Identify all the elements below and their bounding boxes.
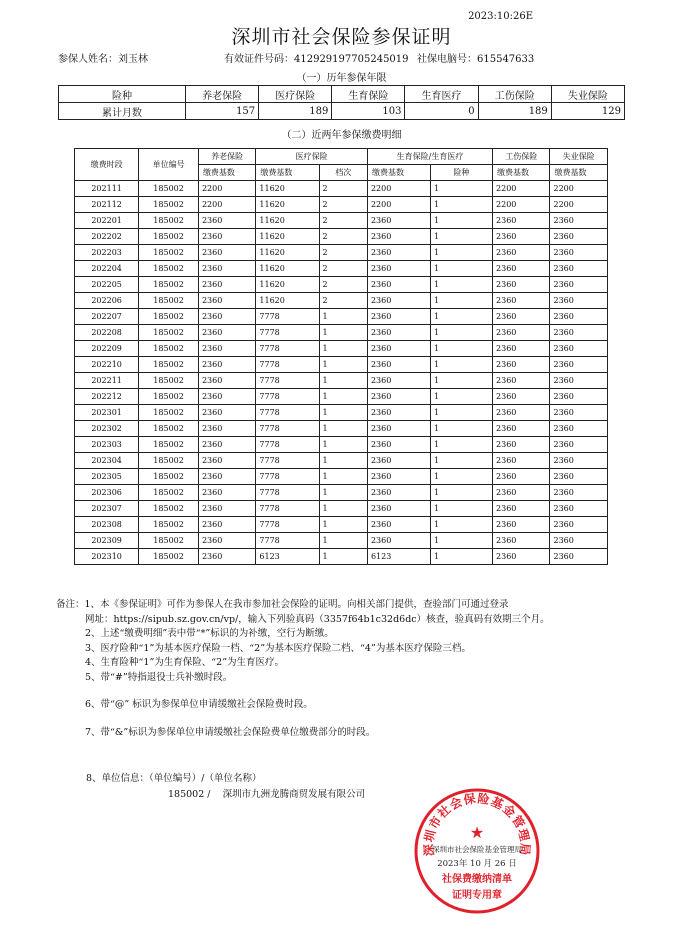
table-cell: 2360 xyxy=(367,325,430,341)
table-cell: 1 xyxy=(319,469,367,485)
summary-header-cell: 生育医疗 xyxy=(405,86,478,103)
table-cell: 6123 xyxy=(367,549,430,565)
table-cell: 1 xyxy=(431,341,493,357)
table-cell: 2360 xyxy=(198,405,255,421)
detail-subheader-base: 缴费基数 xyxy=(367,165,430,181)
table-cell: 7778 xyxy=(256,501,319,517)
table-cell: 202207 xyxy=(75,309,139,325)
table-cell: 2360 xyxy=(550,341,608,357)
unit-info-value: 185002 / 深圳市九洲龙腾商贸发展有限公司 xyxy=(168,789,366,800)
table-cell: 1 xyxy=(431,357,493,373)
table-cell: 2360 xyxy=(367,517,430,533)
table-cell: 2200 xyxy=(550,181,608,197)
table-cell: 1 xyxy=(431,197,493,213)
table-cell: 1 xyxy=(431,261,493,277)
table-cell: 2360 xyxy=(198,245,255,261)
note-1: 备注：1、本《参保证明》可作为参保人在我市参加社会保险的证明。向相关部门提供，查验部门可通过登录 xyxy=(56,599,509,610)
table-cell: 11620 xyxy=(256,245,319,261)
table-row xyxy=(75,229,608,245)
table-cell: 2360 xyxy=(367,229,430,245)
table-cell: 2360 xyxy=(198,469,255,485)
table-cell: 2360 xyxy=(198,293,255,309)
table-cell: 1 xyxy=(319,517,367,533)
seal-star: ★ xyxy=(469,823,485,842)
table-cell: 2360 xyxy=(367,469,430,485)
table-cell: 2360 xyxy=(493,405,550,421)
table-cell: 185002 xyxy=(139,405,199,421)
table-cell: 202211 xyxy=(75,373,139,389)
note-3: 3、医疗险种“1”为基本医疗保险一档、“2”为基本医疗保险二档、“4”为基本医疗保险三档。 xyxy=(85,642,471,654)
note-7: 7、带“&”标识为参保单位申请缓缴社会保险费单位缴费部分的时段。 xyxy=(85,726,376,738)
table-cell: 185002 xyxy=(139,549,199,565)
table-cell: 2360 xyxy=(493,469,550,485)
table-cell: 11620 xyxy=(256,293,319,309)
table-cell: 7778 xyxy=(256,405,319,421)
table-cell: 2360 xyxy=(493,389,550,405)
table-cell: 185002 xyxy=(139,181,199,197)
table-cell: 2360 xyxy=(550,325,608,341)
table-cell: 2360 xyxy=(198,549,255,565)
table-cell: 2360 xyxy=(493,453,550,469)
table-row xyxy=(75,181,608,197)
table-row xyxy=(75,277,608,293)
table-cell: 1 xyxy=(431,181,493,197)
summary-header-cell: 养老保险 xyxy=(186,86,259,103)
table-cell: 1 xyxy=(431,453,493,469)
note-1-cont: 网址：https://sipub.sz.gov.cn/vp/，输入下列验真码（3357f64b1c32d6dc）核查，验真码有效期三个月。 xyxy=(85,613,550,625)
summary-header-row xyxy=(59,86,625,103)
social-security-number: 社保电脑号：615547633 xyxy=(417,54,535,65)
summary-value-cell: 129 xyxy=(551,103,624,120)
detail-header-unit: 单位编号 xyxy=(139,149,199,181)
note-2: 2、上述“缴费明细”表中带“*”标识的为补缴，空行为断缴。 xyxy=(85,628,334,639)
table-cell: 1 xyxy=(431,389,493,405)
table-cell: 2360 xyxy=(367,421,430,437)
table-cell: 2360 xyxy=(493,309,550,325)
table-cell: 202111 xyxy=(75,181,139,197)
table-row xyxy=(75,325,608,341)
table-row xyxy=(75,485,608,501)
table-cell: 7778 xyxy=(256,325,319,341)
table-cell: 7778 xyxy=(256,469,319,485)
table-cell: 2360 xyxy=(493,421,550,437)
table-cell: 2360 xyxy=(493,517,550,533)
detail-subheader-level: 档次 xyxy=(319,165,367,181)
table-cell: 2200 xyxy=(198,181,255,197)
table-row xyxy=(75,549,608,565)
unit-info-label: 8、单位信息：（单位编号）/（单位名称） xyxy=(86,773,262,784)
summary-value-cell: 157 xyxy=(186,103,259,120)
table-cell: 2360 xyxy=(550,373,608,389)
table-cell: 1 xyxy=(431,437,493,453)
table-cell: 7778 xyxy=(256,341,319,357)
table-cell: 2360 xyxy=(198,453,255,469)
table-cell: 202304 xyxy=(75,453,139,469)
table-cell: 2360 xyxy=(550,421,608,437)
table-cell: 2360 xyxy=(367,389,430,405)
table-cell: 2360 xyxy=(367,357,430,373)
detail-subheader-base: 缴费基数 xyxy=(198,165,255,181)
table-cell: 11620 xyxy=(256,277,319,293)
table-cell: 2360 xyxy=(550,517,608,533)
table-cell: 11620 xyxy=(256,229,319,245)
table-cell: 2360 xyxy=(550,293,608,309)
table-row xyxy=(75,421,608,437)
table-cell: 2360 xyxy=(198,533,255,549)
table-cell: 185002 xyxy=(139,325,199,341)
table-cell: 2360 xyxy=(550,405,608,421)
detail-header-maternity: 生育保险/生育医疗 xyxy=(367,149,492,165)
summary-header-cell: 险种 xyxy=(59,86,186,103)
table-cell: 202301 xyxy=(75,405,139,421)
table-cell: 185002 xyxy=(139,213,199,229)
table-cell: 1 xyxy=(319,405,367,421)
table-cell: 202306 xyxy=(75,485,139,501)
table-cell: 202205 xyxy=(75,277,139,293)
insured-name: 参保人姓名：刘玉林 xyxy=(58,54,148,65)
table-cell: 2360 xyxy=(198,357,255,373)
table-cell: 202210 xyxy=(75,357,139,373)
table-cell: 1 xyxy=(431,213,493,229)
table-cell: 2360 xyxy=(367,437,430,453)
table-cell: 7778 xyxy=(256,485,319,501)
table-cell: 2360 xyxy=(198,485,255,501)
table-cell: 2360 xyxy=(550,229,608,245)
table-cell: 2360 xyxy=(550,309,608,325)
table-cell: 1 xyxy=(431,405,493,421)
table-cell: 2360 xyxy=(493,229,550,245)
table-cell: 202303 xyxy=(75,437,139,453)
table-cell: 2360 xyxy=(493,245,550,261)
table-cell: 2360 xyxy=(493,277,550,293)
table-cell: 202309 xyxy=(75,533,139,549)
table-cell: 185002 xyxy=(139,453,199,469)
table-cell: 1 xyxy=(319,501,367,517)
seal-line-4: 证明专用章 xyxy=(452,890,502,901)
table-cell: 2200 xyxy=(198,197,255,213)
table-cell: 185002 xyxy=(139,373,199,389)
table-cell: 7778 xyxy=(256,373,319,389)
table-cell: 1 xyxy=(431,501,493,517)
table-cell: 7778 xyxy=(256,309,319,325)
table-cell: 1 xyxy=(431,421,493,437)
table-cell: 185002 xyxy=(139,357,199,373)
table-cell: 2 xyxy=(319,293,367,309)
section-title-summary: （一）历年参保年限 xyxy=(296,73,387,84)
table-cell: 202202 xyxy=(75,229,139,245)
table-cell: 2360 xyxy=(493,341,550,357)
table-cell: 2360 xyxy=(198,501,255,517)
table-cell: 2360 xyxy=(493,437,550,453)
summary-table xyxy=(58,85,625,120)
table-cell: 2360 xyxy=(550,261,608,277)
note-5: 5、带“#”特指退役士兵补缴时段。 xyxy=(85,671,233,683)
table-cell: 2360 xyxy=(550,485,608,501)
table-cell: 202203 xyxy=(75,245,139,261)
summary-value-row xyxy=(59,103,625,120)
table-cell: 185002 xyxy=(139,485,199,501)
table-cell: 2200 xyxy=(493,181,550,197)
table-cell: 2 xyxy=(319,245,367,261)
table-row xyxy=(75,405,608,421)
table-cell: 2360 xyxy=(550,469,608,485)
table-cell: 202307 xyxy=(75,501,139,517)
table-cell: 2360 xyxy=(198,421,255,437)
detail-subheader-base: 缴费基数 xyxy=(550,165,608,181)
summary-header-cell: 失业保险 xyxy=(551,86,624,103)
table-cell: 1 xyxy=(319,357,367,373)
table-cell: 7778 xyxy=(256,389,319,405)
table-cell: 2360 xyxy=(367,261,430,277)
table-cell: 1 xyxy=(431,549,493,565)
table-cell: 185002 xyxy=(139,501,199,517)
table-row xyxy=(75,389,608,405)
table-cell: 2 xyxy=(319,181,367,197)
table-cell: 2360 xyxy=(367,245,430,261)
summary-header-cell: 生育保险 xyxy=(332,86,405,103)
table-cell: 202302 xyxy=(75,421,139,437)
table-cell: 2360 xyxy=(367,309,430,325)
table-cell: 185002 xyxy=(139,293,199,309)
table-cell: 2360 xyxy=(550,213,608,229)
table-cell: 1 xyxy=(319,389,367,405)
table-cell: 2360 xyxy=(198,213,255,229)
table-cell: 185002 xyxy=(139,517,199,533)
table-cell: 185002 xyxy=(139,437,199,453)
table-cell: 185002 xyxy=(139,309,199,325)
table-cell: 1 xyxy=(319,373,367,389)
table-row xyxy=(75,517,608,533)
table-cell: 2360 xyxy=(198,517,255,533)
table-cell: 2360 xyxy=(198,229,255,245)
table-cell: 185002 xyxy=(139,277,199,293)
table-cell: 7778 xyxy=(256,453,319,469)
table-cell: 202112 xyxy=(75,197,139,213)
table-cell: 2360 xyxy=(550,453,608,469)
seal-line-3: 社保费缴纳清单 xyxy=(442,874,512,885)
detail-header-period: 缴费时段 xyxy=(75,149,139,181)
table-cell: 185002 xyxy=(139,341,199,357)
table-cell: 2360 xyxy=(550,437,608,453)
table-cell: 2200 xyxy=(367,181,430,197)
table-cell: 2360 xyxy=(198,373,255,389)
table-cell: 2360 xyxy=(493,325,550,341)
table-cell: 2360 xyxy=(493,293,550,309)
table-row xyxy=(75,469,608,485)
seal-line-2: 2023年 10 月 26 日 xyxy=(437,859,517,869)
table-cell: 2360 xyxy=(367,453,430,469)
table-cell: 2 xyxy=(319,261,367,277)
table-cell: 2360 xyxy=(550,533,608,549)
table-cell: 1 xyxy=(319,453,367,469)
summary-value-cell: 0 xyxy=(405,103,478,120)
seal-arc-text: 深圳市社会保险基金管理局 xyxy=(421,791,533,857)
table-cell: 1 xyxy=(431,293,493,309)
table-cell: 202308 xyxy=(75,517,139,533)
table-row xyxy=(75,341,608,357)
table-row xyxy=(75,437,608,453)
table-cell: 2360 xyxy=(367,485,430,501)
table-cell: 2360 xyxy=(198,325,255,341)
detail-header-medical: 医疗保险 xyxy=(256,149,368,165)
table-cell: 202201 xyxy=(75,213,139,229)
table-cell: 202310 xyxy=(75,549,139,565)
table-row xyxy=(75,533,608,549)
table-cell: 2360 xyxy=(198,277,255,293)
table-cell: 2200 xyxy=(550,197,608,213)
table-cell: 202206 xyxy=(75,293,139,309)
table-cell: 2360 xyxy=(198,341,255,357)
detail-subheader-base: 缴费基数 xyxy=(493,165,550,181)
table-row xyxy=(75,213,608,229)
table-cell: 2 xyxy=(319,197,367,213)
table-cell: 1 xyxy=(319,341,367,357)
table-cell: 2360 xyxy=(493,373,550,389)
table-cell: 1 xyxy=(431,309,493,325)
notes xyxy=(56,598,636,740)
table-cell: 2360 xyxy=(493,501,550,517)
table-cell: 185002 xyxy=(139,197,199,213)
table-cell: 11620 xyxy=(256,261,319,277)
table-cell: 6123 xyxy=(256,549,319,565)
table-cell: 185002 xyxy=(139,389,199,405)
table-cell: 202212 xyxy=(75,389,139,405)
table-cell: 185002 xyxy=(139,261,199,277)
table-cell: 7778 xyxy=(256,533,319,549)
table-cell: 2200 xyxy=(493,197,550,213)
table-cell: 2360 xyxy=(367,341,430,357)
table-cell: 1 xyxy=(431,245,493,261)
table-row xyxy=(75,261,608,277)
table-cell: 11620 xyxy=(256,197,319,213)
table-cell: 1 xyxy=(319,549,367,565)
table-row xyxy=(75,501,608,517)
table-cell: 2 xyxy=(319,213,367,229)
table-cell: 2360 xyxy=(493,533,550,549)
table-row xyxy=(75,453,608,469)
table-cell: 2360 xyxy=(493,261,550,277)
table-cell: 11620 xyxy=(256,181,319,197)
table-cell: 185002 xyxy=(139,245,199,261)
summary-value-cell: 103 xyxy=(332,103,405,120)
table-cell: 2360 xyxy=(550,357,608,373)
table-cell: 2 xyxy=(319,229,367,245)
detail-subheader-type: 险种 xyxy=(431,165,493,181)
page-title: 深圳市社会保险参保证明 xyxy=(231,26,452,48)
table-cell: 1 xyxy=(431,517,493,533)
print-date: 2023:10:26E xyxy=(468,11,533,22)
table-cell: 1 xyxy=(431,277,493,293)
note-6: 6、带“@” 标识为参保单位申请缓缴社会保险费时段。 xyxy=(85,699,313,710)
table-cell: 2360 xyxy=(367,277,430,293)
table-cell: 7778 xyxy=(256,357,319,373)
table-cell: 1 xyxy=(431,325,493,341)
table-cell: 2360 xyxy=(367,213,430,229)
table-row xyxy=(75,293,608,309)
table-cell: 2360 xyxy=(367,533,430,549)
table-cell: 185002 xyxy=(139,421,199,437)
table-row xyxy=(75,245,608,261)
table-cell: 2360 xyxy=(198,261,255,277)
table-cell: 185002 xyxy=(139,229,199,245)
table-cell: 2360 xyxy=(367,293,430,309)
table-cell: 1 xyxy=(431,533,493,549)
table-cell: 1 xyxy=(431,469,493,485)
table-cell: 2 xyxy=(319,277,367,293)
table-cell: 7778 xyxy=(256,517,319,533)
table-cell: 1 xyxy=(431,373,493,389)
table-cell: 11620 xyxy=(256,213,319,229)
table-cell: 2360 xyxy=(493,485,550,501)
table-cell: 7778 xyxy=(256,437,319,453)
table-row xyxy=(75,309,608,325)
table-cell: 1 xyxy=(319,325,367,341)
table-cell: 1 xyxy=(319,533,367,549)
table-cell: 1 xyxy=(319,485,367,501)
table-cell: 1 xyxy=(319,437,367,453)
table-cell: 2360 xyxy=(550,389,608,405)
table-cell: 7778 xyxy=(256,421,319,437)
table-cell: 2360 xyxy=(493,357,550,373)
table-cell: 1 xyxy=(431,485,493,501)
note-4: 4、生育险种“1”为生育保险、“2”为生育医疗。 xyxy=(85,657,285,668)
table-cell: 1 xyxy=(431,229,493,245)
official-seal xyxy=(412,786,542,916)
table-cell: 2360 xyxy=(367,373,430,389)
table-cell: 2360 xyxy=(367,405,430,421)
table-cell: 2360 xyxy=(367,501,430,517)
table-cell: 202204 xyxy=(75,261,139,277)
table-row xyxy=(75,357,608,373)
table-cell: 2360 xyxy=(198,389,255,405)
table-cell: 202208 xyxy=(75,325,139,341)
table-cell: 2360 xyxy=(550,549,608,565)
table-cell: 2200 xyxy=(367,197,430,213)
summary-header-cell: 工伤保险 xyxy=(478,86,551,103)
detail-subheader-base: 缴费基数 xyxy=(256,165,319,181)
id-number: 有效证件号码：412929197705245019 xyxy=(224,54,409,65)
summary-value-cell: 累计月数 xyxy=(59,103,186,120)
table-cell: 202305 xyxy=(75,469,139,485)
table-cell: 2360 xyxy=(198,309,255,325)
table-cell: 2360 xyxy=(550,277,608,293)
seal-line-1: 深圳市社会保险基金管理局 xyxy=(432,845,522,854)
table-cell: 1 xyxy=(319,421,367,437)
table-cell: 2360 xyxy=(550,245,608,261)
table-cell: 202209 xyxy=(75,341,139,357)
summary-header-cell: 医疗保险 xyxy=(259,86,332,103)
table-cell: 2360 xyxy=(493,213,550,229)
detail-header-unemployment: 失业保险 xyxy=(550,149,608,165)
detail-header-row xyxy=(75,149,608,165)
section-title-detail: （二）近两年参保缴费明细 xyxy=(281,130,402,141)
payment-detail-table xyxy=(74,148,608,565)
table-cell: 2360 xyxy=(493,549,550,565)
summary-value-cell: 189 xyxy=(259,103,332,120)
table-cell: 2360 xyxy=(198,437,255,453)
table-row xyxy=(75,197,608,213)
detail-header-injury: 工伤保险 xyxy=(493,149,550,165)
table-cell: 185002 xyxy=(139,469,199,485)
table-row xyxy=(75,373,608,389)
table-cell: 1 xyxy=(319,309,367,325)
summary-value-cell: 189 xyxy=(478,103,551,120)
detail-rows xyxy=(75,181,608,565)
table-cell: 2360 xyxy=(550,501,608,517)
table-cell: 185002 xyxy=(139,533,199,549)
detail-header-pension: 养老保险 xyxy=(198,149,255,165)
